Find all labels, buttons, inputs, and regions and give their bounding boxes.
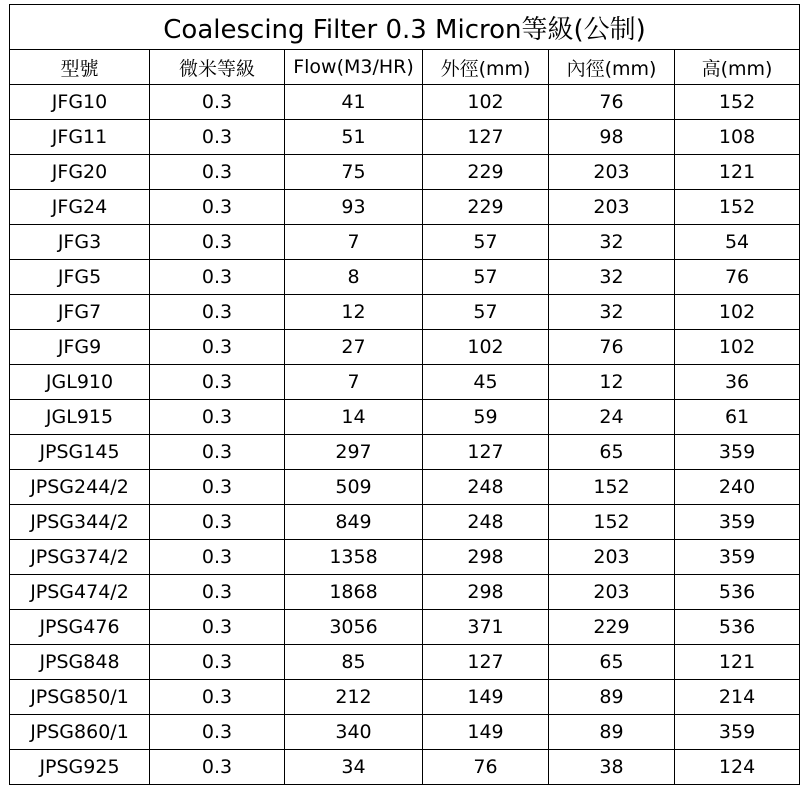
cell-micron-grade: 0.3 (150, 715, 285, 750)
cell-model: JFG24 (10, 190, 150, 225)
header-row (10, 50, 800, 85)
cell-model: JFG3 (10, 225, 150, 260)
cell-micron-grade: 0.3 (150, 225, 285, 260)
cell-flow: 7 (285, 225, 423, 260)
cell-model: JGL915 (10, 400, 150, 435)
cell-outer-diameter: 229 (423, 190, 549, 225)
cell-flow: 34 (285, 750, 423, 785)
spec-table-container (9, 4, 799, 785)
cell-outer-diameter: 149 (423, 680, 549, 715)
cell-flow: 75 (285, 155, 423, 190)
cell-flow: 509 (285, 470, 423, 505)
cell-micron-grade: 0.3 (150, 435, 285, 470)
cell-micron-grade: 0.3 (150, 365, 285, 400)
cell-model: JFG10 (10, 85, 150, 120)
cell-inner-diameter: 203 (549, 575, 675, 610)
cell-height: 36 (675, 365, 800, 400)
table-title: Coalescing Filter 0.3 Micron等級(公制) (10, 5, 800, 50)
cell-flow: 93 (285, 190, 423, 225)
cell-inner-diameter: 76 (549, 330, 675, 365)
cell-flow: 340 (285, 715, 423, 750)
cell-outer-diameter: 248 (423, 470, 549, 505)
cell-flow: 3056 (285, 610, 423, 645)
cell-inner-diameter: 32 (549, 225, 675, 260)
cell-micron-grade: 0.3 (150, 295, 285, 330)
cell-micron-grade: 0.3 (150, 540, 285, 575)
cell-height: 108 (675, 120, 800, 155)
cell-inner-diameter: 152 (549, 470, 675, 505)
cell-model: JFG20 (10, 155, 150, 190)
cell-outer-diameter: 102 (423, 85, 549, 120)
cell-micron-grade: 0.3 (150, 330, 285, 365)
table-row (10, 155, 800, 190)
table-row (10, 225, 800, 260)
cell-model: JPSG476 (10, 610, 150, 645)
cell-micron-grade: 0.3 (150, 120, 285, 155)
cell-flow: 41 (285, 85, 423, 120)
cell-model: JFG7 (10, 295, 150, 330)
cell-flow: 1358 (285, 540, 423, 575)
cell-height: 54 (675, 225, 800, 260)
cell-inner-diameter: 203 (549, 155, 675, 190)
cell-micron-grade: 0.3 (150, 190, 285, 225)
cell-flow: 51 (285, 120, 423, 155)
cell-model: JPSG850/1 (10, 680, 150, 715)
cell-micron-grade: 0.3 (150, 470, 285, 505)
cell-flow: 7 (285, 365, 423, 400)
cell-model: JPSG860/1 (10, 715, 150, 750)
cell-model: JFG5 (10, 260, 150, 295)
cell-height: 152 (675, 190, 800, 225)
cell-outer-diameter: 102 (423, 330, 549, 365)
cell-inner-diameter: 203 (549, 540, 675, 575)
table-row (10, 295, 800, 330)
cell-height: 536 (675, 610, 800, 645)
cell-flow: 14 (285, 400, 423, 435)
table-row (10, 120, 800, 155)
table-row (10, 575, 800, 610)
cell-model: JPSG474/2 (10, 575, 150, 610)
cell-model: JPSG848 (10, 645, 150, 680)
cell-model: JPSG145 (10, 435, 150, 470)
cell-height: 152 (675, 85, 800, 120)
cell-inner-diameter: 89 (549, 715, 675, 750)
cell-model: JGL910 (10, 365, 150, 400)
table-row (10, 610, 800, 645)
cell-height: 240 (675, 470, 800, 505)
cell-height: 214 (675, 680, 800, 715)
cell-outer-diameter: 45 (423, 365, 549, 400)
cell-outer-diameter: 298 (423, 575, 549, 610)
table-row (10, 505, 800, 540)
cell-outer-diameter: 298 (423, 540, 549, 575)
cell-micron-grade: 0.3 (150, 505, 285, 540)
cell-model: JFG11 (10, 120, 150, 155)
cell-inner-diameter: 76 (549, 85, 675, 120)
table-row (10, 470, 800, 505)
column-header-height: 高(mm) (675, 50, 800, 85)
cell-outer-diameter: 57 (423, 225, 549, 260)
table-row (10, 645, 800, 680)
cell-flow: 12 (285, 295, 423, 330)
cell-height: 124 (675, 750, 800, 785)
cell-outer-diameter: 248 (423, 505, 549, 540)
cell-flow: 849 (285, 505, 423, 540)
cell-flow: 8 (285, 260, 423, 295)
cell-inner-diameter: 229 (549, 610, 675, 645)
cell-micron-grade: 0.3 (150, 400, 285, 435)
cell-micron-grade: 0.3 (150, 680, 285, 715)
cell-inner-diameter: 152 (549, 505, 675, 540)
cell-height: 359 (675, 715, 800, 750)
cell-height: 359 (675, 540, 800, 575)
cell-outer-diameter: 76 (423, 750, 549, 785)
column-header-micron-grade: 微米等級 (150, 50, 285, 85)
column-header-outer-diameter: 外徑(mm) (423, 50, 549, 85)
cell-outer-diameter: 127 (423, 120, 549, 155)
cell-outer-diameter: 57 (423, 295, 549, 330)
table-body (10, 85, 800, 785)
cell-micron-grade: 0.3 (150, 260, 285, 295)
cell-model: JPSG925 (10, 750, 150, 785)
cell-inner-diameter: 12 (549, 365, 675, 400)
table-row (10, 435, 800, 470)
cell-inner-diameter: 203 (549, 190, 675, 225)
cell-inner-diameter: 38 (549, 750, 675, 785)
cell-height: 359 (675, 435, 800, 470)
table-row (10, 85, 800, 120)
table-row (10, 365, 800, 400)
column-header-flow: Flow(M3/HR) (285, 50, 423, 85)
cell-micron-grade: 0.3 (150, 575, 285, 610)
table-row (10, 750, 800, 785)
cell-model: JPSG244/2 (10, 470, 150, 505)
column-header-model: 型號 (10, 50, 150, 85)
cell-inner-diameter: 98 (549, 120, 675, 155)
cell-outer-diameter: 57 (423, 260, 549, 295)
cell-inner-diameter: 32 (549, 295, 675, 330)
cell-outer-diameter: 371 (423, 610, 549, 645)
cell-flow: 212 (285, 680, 423, 715)
cell-height: 76 (675, 260, 800, 295)
table-row (10, 330, 800, 365)
cell-flow: 297 (285, 435, 423, 470)
cell-micron-grade: 0.3 (150, 645, 285, 680)
table-row (10, 680, 800, 715)
cell-micron-grade: 0.3 (150, 750, 285, 785)
cell-height: 102 (675, 295, 800, 330)
table-row (10, 715, 800, 750)
spec-table (9, 4, 800, 785)
cell-micron-grade: 0.3 (150, 610, 285, 645)
cell-model: JPSG344/2 (10, 505, 150, 540)
cell-model: JFG9 (10, 330, 150, 365)
cell-flow: 1868 (285, 575, 423, 610)
cell-flow: 85 (285, 645, 423, 680)
column-header-inner-diameter: 內徑(mm) (549, 50, 675, 85)
cell-outer-diameter: 127 (423, 435, 549, 470)
cell-height: 121 (675, 155, 800, 190)
cell-inner-diameter: 89 (549, 680, 675, 715)
table-row (10, 400, 800, 435)
cell-height: 102 (675, 330, 800, 365)
cell-outer-diameter: 127 (423, 645, 549, 680)
table-row (10, 190, 800, 225)
table-row (10, 540, 800, 575)
cell-outer-diameter: 229 (423, 155, 549, 190)
cell-micron-grade: 0.3 (150, 155, 285, 190)
cell-inner-diameter: 24 (549, 400, 675, 435)
cell-model: JPSG374/2 (10, 540, 150, 575)
cell-flow: 27 (285, 330, 423, 365)
cell-height: 121 (675, 645, 800, 680)
cell-outer-diameter: 149 (423, 715, 549, 750)
cell-inner-diameter: 32 (549, 260, 675, 295)
cell-inner-diameter: 65 (549, 435, 675, 470)
cell-micron-grade: 0.3 (150, 85, 285, 120)
cell-inner-diameter: 65 (549, 645, 675, 680)
cell-height: 536 (675, 575, 800, 610)
cell-height: 61 (675, 400, 800, 435)
table-row (10, 260, 800, 295)
cell-height: 359 (675, 505, 800, 540)
cell-outer-diameter: 59 (423, 400, 549, 435)
